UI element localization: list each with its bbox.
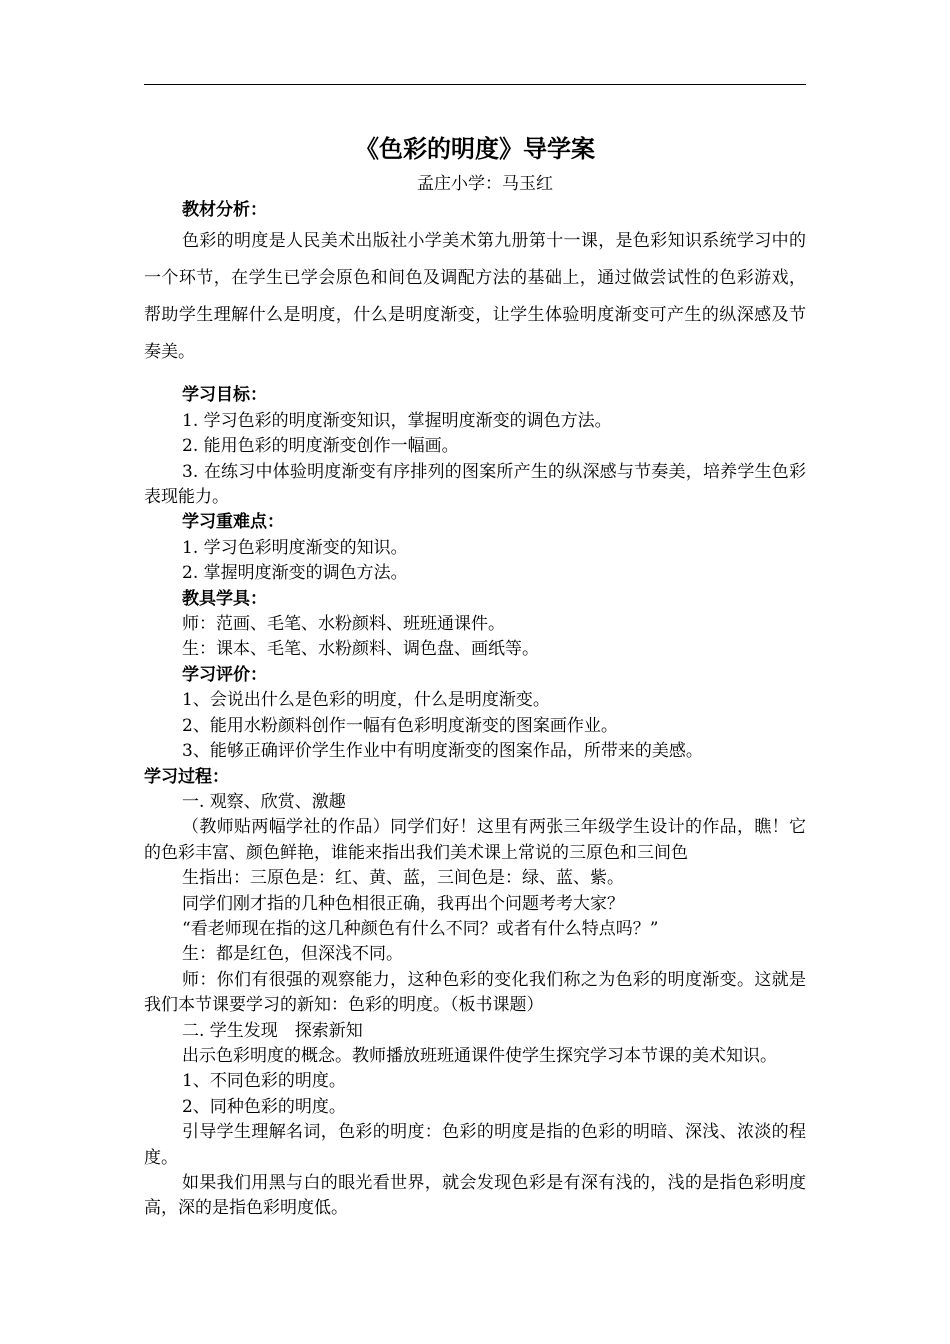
process-paragraph: 1、不同色彩的明度。 [182,1071,346,1092]
evaluation-item: 2、能用水粉颜料创作一幅有色彩明度渐变的图案画作业。 [182,715,618,736]
process-paragraph: 生：都是红色，但深浅不同。 [182,944,403,965]
key-points-heading: 学习重难点： [182,512,284,533]
process-paragraph: 2、同种色彩的明度。 [182,1096,346,1117]
process-paragraph: 一. 观察、欣赏、激趣 [182,791,346,812]
evaluation-item: 1、会说出什么是色彩的明度，什么是明度渐变。 [182,690,550,711]
process-paragraph: 师：你们有很强的观察能力，这种色彩的变化我们称之为色彩的明度渐变。这就是我们本节课要学习的新知：色彩的明度。（板书课题） [144,969,806,1016]
tools-heading: 教具学具： [182,588,267,609]
evaluation-heading: 学习评价： [182,664,267,685]
author-line: 孟庄小学：马玉红 [417,174,553,194]
goals-heading: 学习目标： [182,385,267,406]
document-title: 《色彩的明度》导学案 [355,134,595,163]
evaluation-item: 3、能够正确评价学生作业中有明度渐变的图案作品，所带来的美感。 [182,741,703,762]
analysis-section [144,223,806,371]
process-paragraph: 出示色彩明度的概念。教师播放班班通课件使学生探究学习本节课的美术知识。 [182,1045,777,1066]
tools-item: 师：范画、毛笔、水粉颜料、班班通课件。 [182,614,505,635]
process-paragraph: 引导学生理解名词，色彩的明度：色彩的明度是指的色彩的明暗、深浅、浓淡的程度。 [144,1122,806,1168]
process-paragraph: “看老师现在指的这几种颜色有什么不同？或者有什么特点吗？” [182,918,659,939]
process-heading: 学习过程： [144,766,229,787]
process-paragraph: 如果我们用黑与白的眼光看世界，就会发现色彩是有深有浅的，浅的是指色彩明度高，深的是指色彩明度低。 [144,1173,806,1219]
tools-item: 生：课本、毛笔、水粉颜料、调色盘、画纸等。 [182,639,539,660]
document-page [144,128,806,1222]
process-paragraph: 二. 学生发现 探索新知 [182,1020,363,1041]
header-rule [144,84,806,85]
process-paragraph: 生指出：三原色是：红、黄、蓝，三间色是：绿、蓝、紫。 [182,868,624,889]
analysis-body: 色彩的明度是人民美术出版社小学美术第九册第十一课，是色彩知识系统学习中的一个环节，在学生已学会原色和间色及调配方法的基础上，通过做尝试性的色彩游戏，帮助学生理解什么是明度，什么是明度渐变，让学生体验明度渐变可产生的纵深感及节奏美。 [144,231,806,363]
goal-item: 3. 在练习中体验明度渐变有序排列的图案所产生的纵深感与节奏美，培养学生色彩表现能力。 [144,461,806,508]
analysis-heading: 教材分析： [182,200,267,220]
goal-item: 1. 学习色彩的明度渐变知识，掌握明度渐变的调色方法。 [182,410,612,431]
key-point-item: 1. 学习色彩明度渐变的知识。 [182,537,408,558]
process-paragraph: 同学们刚才指的几种色相很正确，我再出个问题考考大家？ [182,893,624,914]
key-point-item: 2. 掌握明度渐变的调色方法。 [182,563,408,584]
goal-item: 2. 能用色彩的明度渐变创作一幅画。 [182,436,459,457]
process-paragraph: （教师贴两幅学社的作品）同学们好！这里有两张三年级学生设计的作品，瞧！它的色彩丰富、颜色鲜艳，谁能来指出我们美术课上常说的三原色和三间色 [144,817,806,863]
